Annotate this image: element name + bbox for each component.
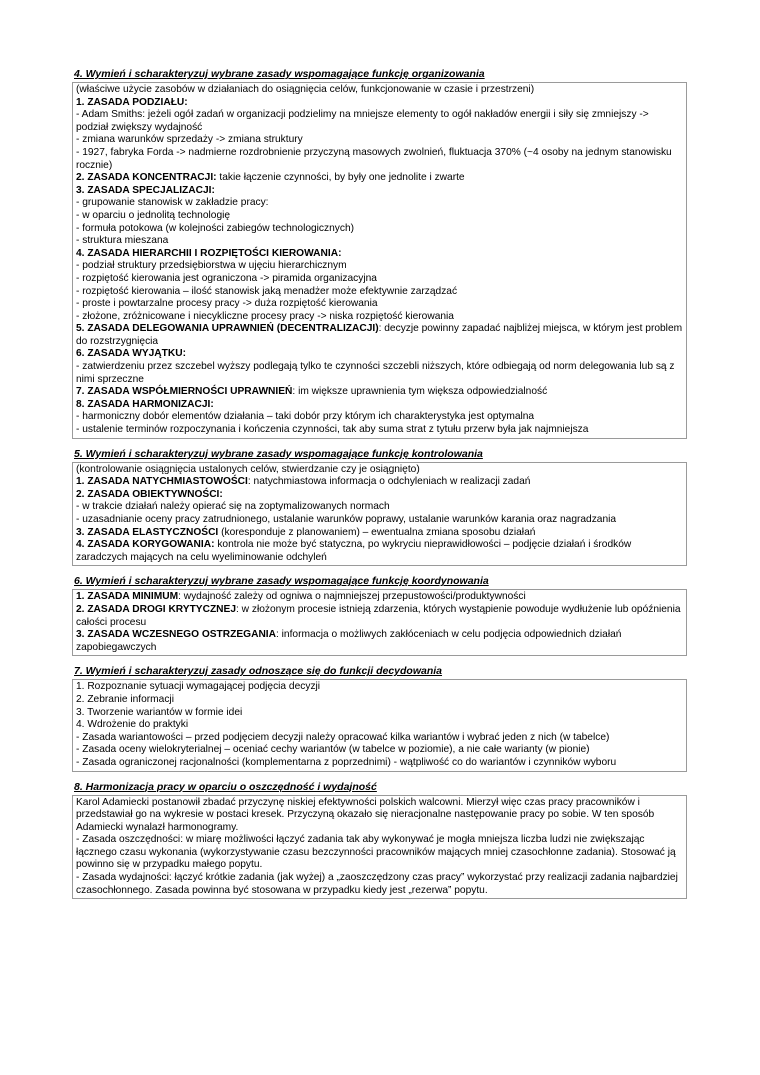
text-line <box>76 719 683 732</box>
section-box <box>72 462 687 567</box>
line-text: - formuła potokowa (w kolejności zabiegów technologicznych) <box>76 222 355 234</box>
text-line <box>76 539 683 564</box>
section-decydowanie <box>72 665 687 771</box>
text-line <box>76 707 683 720</box>
line-text: : decyzje powinny zapadać najbliżej miejsca, w którym jest problem do rozstrzygnięcia <box>76 323 683 347</box>
bold-label: 1. ZASADA NATYCHMIASTOWOŚCI <box>76 476 248 488</box>
text-line <box>76 476 683 489</box>
text-line <box>76 489 683 502</box>
line-text: - w trakcie działań należy opierać się na zoptymalizowanych normach <box>76 501 390 513</box>
line-text: 3. Tworzenie wariantów w formie idei <box>76 706 243 718</box>
text-line <box>76 464 683 477</box>
line-text: - struktura mieszana <box>76 235 169 247</box>
section-koordynowanie <box>72 575 687 656</box>
text-line <box>76 604 683 629</box>
bold-label: 8. ZASADA HARMONIZACJI: <box>76 398 214 410</box>
text-line <box>76 694 683 707</box>
line-text: - Zasada wariantowości – przed podjęciem decyzji należy opracować kilka wariantów i wybrać jeden z nich (w tabelce) <box>76 731 610 743</box>
line-text: - ustalenie terminów rozpoczynania i kończenia czynności, tak aby suma strat z tytułu przerw była jak najmniejsza <box>76 424 589 436</box>
section-organizowanie <box>72 68 687 439</box>
text-line <box>76 514 683 527</box>
text-line <box>76 681 683 694</box>
section-box <box>72 795 687 900</box>
line-text: : im większe uprawnienia tym większa odpowiedzialność <box>292 386 548 398</box>
text-line <box>76 109 683 134</box>
text-line <box>76 386 683 399</box>
section-box <box>72 82 687 439</box>
text-line <box>76 361 683 386</box>
line-text: - zmiana warunków sprzedaży -> zmiana struktury <box>76 134 303 146</box>
bold-label: 3. ZASADA SPECJALIZACJI: <box>76 184 215 196</box>
text-line <box>76 591 683 604</box>
line-text: (kontrolowanie osiągnięcia ustalonych celów, stwierdzanie czy je osiągnięto) <box>76 463 420 475</box>
bold-label: 3. ZASADA ELASTYCZNOŚCI <box>76 526 219 538</box>
text-line <box>76 223 683 236</box>
bold-label: 7. ZASADA WSPÓŁMIERNOŚCI UPRAWNIEŃ <box>76 386 293 398</box>
bold-label: 1. ZASADA MINIMUM <box>76 591 179 603</box>
bold-label: 6. ZASADA WYJĄTKU: <box>76 348 186 360</box>
text-line <box>76 210 683 223</box>
line-text: - Zasada oceny wielokryterialnej – oceniać cechy wariantów (w tabelce w poziomie), a nie całe warianty (w pionie) <box>76 744 590 756</box>
text-line <box>76 273 683 286</box>
text-line <box>76 757 683 770</box>
line-text: 1. Rozpoznanie sytuacji wymagającej podjęcia decyzji <box>76 681 321 693</box>
line-text: - Zasada ograniczonej racjonalności (komplementarna z poprzednimi) - wątpliwość co do wariantów i czynników wyboru <box>76 756 617 768</box>
text-line <box>76 797 683 835</box>
line-text: - uzasadnianie oceny pracy zatrudnionego, ustalanie warunków poprawy, ustalanie warunków karania oraz nagradzania <box>76 514 617 525</box>
text-line <box>76 872 683 897</box>
text-line <box>76 348 683 361</box>
line-text: : w złożonym procesie istnieją zdarzenia, których wystąpienie powoduje wydłużenie lub opóźnienia całości procesu <box>76 603 681 628</box>
line-text: - grupowanie stanowisk w zakładzie pracy: <box>76 197 269 209</box>
line-text: - rozpiętość kierowania – ilość stanowisk jaką menadżer może efektywnie zarządzać <box>76 285 458 297</box>
line-text: (właściwe użycie zasobów w działaniach do osiągnięcia celów, funkcjonowanie w czasie i przestrzeni) <box>76 84 535 95</box>
text-line <box>76 744 683 757</box>
section-heading: 6. Wymień i scharakteryzuj wybrane zasady wspomagające funkcję koordynowania <box>74 575 489 588</box>
bold-label: 3. ZASADA WCZESNEGO OSTRZEGANIA <box>76 629 276 641</box>
line-text: Karol Adamiecki postanowił zbadać przyczynę niskiej efektywności polskich walcowni. Mierzył więc czas pracy pracowników i przedstawiał go na wykresie w postaci kresek. Przyczyną okazało się nieracjonalne następowanie pracy po sobie. W ten sposób Adamiecki wynalazł harmonogramy. <box>76 796 655 833</box>
line-text: - zatwierdzeniu przez szczebel wyższy podlegają tylko te czynności szczebli niższych, które odbiegają od norm delegowania lub są z nimi sprzeczne <box>76 361 675 385</box>
bold-label: 5. ZASADA DELEGOWANIA UPRAWNIEŃ (DECENTRALIZACJI) <box>76 323 379 335</box>
text-line <box>76 323 683 348</box>
line-text: - podział struktury przedsiębiorstwa w ujęciu hierarchicznym <box>76 260 347 272</box>
line-text: : informacja o możliwych zakłóceniach w celu podjęcia odpowiednich działań zapobiegawczych <box>76 629 622 653</box>
line-text: - złożone, zróżnicowane i niecykliczne procesy pracy -> niska rozpiętość kierowania <box>76 310 454 322</box>
line-text: - harmoniczny dobór elementów działania – taki dobór przy którym ich charakterystyka jest optymalna <box>76 411 535 423</box>
line-text: takie łączenie czynności, by były one jednolite i zwarte <box>216 172 465 184</box>
section-box <box>72 589 687 656</box>
bold-label: 1. ZASADA PODZIAŁU: <box>76 96 188 108</box>
line-text: - Adam Smiths: jeżeli ogół zadań w organizacji podzielimy na mniejsze elementy to ogół nakładów energii i siły się zmniejszy -> podział zwiększy wydajność <box>76 109 649 133</box>
text-line <box>76 834 683 872</box>
text-line <box>76 527 683 540</box>
text-line <box>76 235 683 248</box>
line-text: - Zasada wydajności: łączyć krótkie zadania (jak wyżej) a „zaoszczędzony czas pracy” wykorzystać przy realizacji zadania najbardziej czasochłonnego. Zasada powinna być stosowana w przypadku kiedy jest „rezerwa” popytu. <box>76 872 678 896</box>
text-line <box>76 732 683 745</box>
line-text: kontrola nie może być statyczna, po wykryciu nieprawidłowości – podjęcie działań i środków zaradczych mających na celu wyeliminowanie odchyleń <box>76 539 632 563</box>
text-line <box>76 84 683 97</box>
section-heading: 5. Wymień i scharakteryzuj wybrane zasady wspomagające funkcję kontrolowania <box>74 447 483 460</box>
text-line <box>76 298 683 311</box>
document-page <box>72 68 687 908</box>
line-text: : wydajność zależy od ogniwa o najmniejszej przepustowości/produktywności <box>178 591 526 603</box>
text-line <box>76 286 683 299</box>
bold-label: 2. ZASADA KONCENTRACJI: <box>76 172 217 184</box>
line-text: - Zasada oszczędności: w miarę możliwości łączyć zadania tak aby wykonywać je mogła mniejsza liczba ludzi nie zwiększając łącznego czasu wykonania (wykorzystywanie czasu bezczynności pracowników mających mniej czasochłonne zadania). Stosować ją powinno się w przypadku małego popytu. <box>76 834 676 871</box>
section-box <box>72 679 687 771</box>
text-line <box>76 185 683 198</box>
text-line <box>76 424 683 437</box>
line-text: - rozpiętość kierowania jest ograniczona -> piramida organizacyjna <box>76 272 377 284</box>
bold-label: 4. ZASADA HIERARCHII I ROZPIĘTOŚCI KIEROWANIA: <box>76 247 342 259</box>
text-line <box>76 134 683 147</box>
bold-label: 4. ZASADA KORYGOWANIA: <box>76 539 215 551</box>
text-line <box>76 311 683 324</box>
line-text: 4. Wdrożenie do praktyki <box>76 719 189 731</box>
text-line <box>76 147 683 172</box>
text-line <box>76 260 683 273</box>
text-line <box>76 197 683 210</box>
section-heading: 4. Wymień i scharakteryzuj wybrane zasady wspomagające funkcję organizowania <box>74 68 485 80</box>
line-text: - proste i powtarzalne procesy pracy -> duża rozpiętość kierowania <box>76 298 378 310</box>
text-line <box>76 501 683 514</box>
line-text: - 1927, fabryka Forda -> nadmierne rozdrobnienie przyczyną masowych zwolnień, fluktuacja 370% (~4 osoby na jednym stanowisku rocznie) <box>76 146 672 171</box>
section-heading: 8. Harmonizacja pracy w oparciu o oszczędność i wydajność <box>74 780 377 793</box>
text-line <box>76 411 683 424</box>
line-text: - w oparciu o jednolitą technologię <box>76 209 231 221</box>
text-line <box>76 97 683 110</box>
line-text: (koresponduje z planowaniem) – ewentualna zmiana sposobu działań <box>218 526 536 538</box>
section-harmonizacja <box>72 781 687 900</box>
text-line <box>76 399 683 412</box>
section-kontrolowanie <box>72 448 687 567</box>
bold-label: 2. ZASADA DROGI KRYTYCZNEJ <box>76 603 236 615</box>
line-text: : natychmiastowa informacja o odchyleniach w realizacji zadań <box>247 476 531 488</box>
text-line <box>76 172 683 185</box>
text-line <box>76 629 683 654</box>
section-heading: 7. Wymień i scharakteryzuj zasady odnoszące się do funkcji decydowania <box>74 665 443 678</box>
bold-label: 2. ZASADA OBIEKTYWNOŚCI: <box>76 488 223 500</box>
line-text: 2. Zebranie informacji <box>76 693 174 705</box>
text-line <box>76 248 683 261</box>
